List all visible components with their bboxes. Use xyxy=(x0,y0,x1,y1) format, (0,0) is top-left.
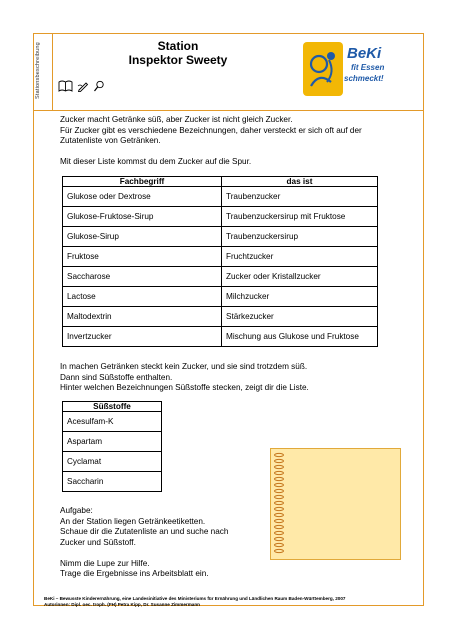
task-line-3: Schaue dir die Zutatenliste an und suche nach xyxy=(60,527,229,536)
magnifier-icon xyxy=(93,80,105,94)
table-row xyxy=(63,452,162,472)
table-cell-term: Invertzucker xyxy=(63,327,222,347)
table-row xyxy=(63,412,162,432)
page-title xyxy=(58,39,298,67)
title-line-2: Inspektor Sweety xyxy=(128,53,228,67)
sweetener-cell: Cyclamat xyxy=(63,452,162,472)
task-text xyxy=(60,506,260,580)
table-cell-term: Glukose-Fruktose-Sirup xyxy=(63,207,222,227)
logo-fit-text: fit Essen xyxy=(351,63,385,72)
table-cell-meaning: Mischung aus Glukose und Fruktose xyxy=(222,327,378,347)
task-line-6: Trage die Ergebnisse ins Arbeitsblatt ein. xyxy=(60,569,209,578)
footer xyxy=(44,596,414,608)
table-row xyxy=(63,472,162,492)
table-row xyxy=(63,307,378,327)
title-line-1: Station xyxy=(157,39,199,53)
icon-row xyxy=(58,80,105,94)
table-cell-term: Lactose xyxy=(63,287,222,307)
intro-line-3: Zutatenliste von Getränken. xyxy=(60,136,161,145)
table-row xyxy=(63,267,378,287)
task-line-4: Zucker und Süßstoff. xyxy=(60,537,136,547)
table-row xyxy=(63,187,378,207)
table-cell-term: Glukose oder Dextrose xyxy=(63,187,222,207)
notebook-illustration xyxy=(270,448,401,560)
table-row xyxy=(63,287,378,307)
table-cell-meaning: Stärkezucker xyxy=(222,307,378,327)
table-cell-term: Glukose-Sirup xyxy=(63,227,222,247)
table-cell-meaning: Zucker oder Kristallzucker xyxy=(222,267,378,287)
table-cell-meaning: Traubenzucker xyxy=(222,187,378,207)
task-line-5: Nimm die Lupe zur Hilfe. xyxy=(60,558,150,568)
middle-line-1: In machen Getränken steckt kein Zucker, und sie sind trotzdem süß. xyxy=(60,362,308,371)
footer-line-1: BeKi – Bewusste Kinderernährung, eine Landesinitiative des Ministeriums für Ernährung und Ländlichen Raum Baden-Württemberg, 2007 xyxy=(44,596,346,601)
sweetener-cell: Aspartam xyxy=(63,432,162,452)
sweetener-cell: Saccharin xyxy=(63,472,162,492)
table-cell-meaning: Traubenzuckersirup mit Fruktose xyxy=(222,207,378,227)
table-header-term: Fachbegriff xyxy=(63,177,222,187)
middle-line-3: Hinter welchen Bezeichnungen Süßstoffe stecken, zeigt dir die Liste. xyxy=(60,383,309,392)
intro-line-1: Zucker macht Getränke süß, aber Zucker ist nicht gleich Zucker. xyxy=(60,115,293,124)
table-row xyxy=(63,432,162,452)
table-cell-term: Maltodextrin xyxy=(63,307,222,327)
table-cell-term: Saccharose xyxy=(63,267,222,287)
footer-line-2: Autorinnen: Dipl. oec. troph. (FH) Petra Kipp, Dr. Susanne Zimmermann xyxy=(44,602,200,607)
notebook-spiral-icon xyxy=(270,452,284,556)
sweetener-table xyxy=(62,401,162,492)
side-label: Stationsbeschreibung xyxy=(35,42,41,100)
table-cell-term: Fruktose xyxy=(63,247,222,267)
table-cell-meaning: Traubenzuckersirup xyxy=(222,227,378,247)
table-header-meaning: das ist xyxy=(222,177,378,187)
logo-schmeckt-text: schmeckt! xyxy=(344,74,384,83)
logo-beki-text: BeKi xyxy=(347,45,382,62)
table-row xyxy=(63,327,378,347)
table-cell-meaning: Fruchtzucker xyxy=(222,247,378,267)
sweetener-header: Süßstoffe xyxy=(63,402,162,412)
table-cell-meaning: Milchzucker xyxy=(222,287,378,307)
middle-line-2: Dann sind Süßstoffe enthalten. xyxy=(60,372,173,382)
table-row xyxy=(63,207,378,227)
table-row xyxy=(63,247,378,267)
task-line-2: An der Station liegen Getränkeetiketten. xyxy=(60,516,206,526)
intro-text xyxy=(60,115,420,168)
intro-line-2: Für Zucker gibt es verschiedene Bezeichnungen, daher versteckt er sich oft auf der xyxy=(60,125,362,135)
table-row xyxy=(63,227,378,247)
sweetener-cell: Acesulfam-K xyxy=(63,412,162,432)
sweetener-intro xyxy=(60,362,420,394)
book-icon xyxy=(58,80,73,94)
intro-line-4: Mit dieser Liste kommst du dem Zucker auf die Spur. xyxy=(60,157,252,166)
sugar-table xyxy=(62,176,378,347)
pencil-icon xyxy=(77,80,89,94)
header-divider xyxy=(52,33,53,111)
task-line-1: Aufgabe: xyxy=(60,506,93,515)
